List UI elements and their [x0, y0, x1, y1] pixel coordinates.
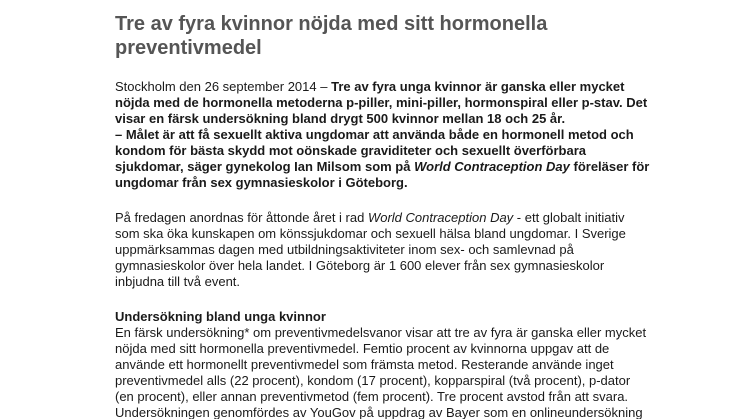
para3-line-5: (en procent), eller annan preventivmetod (fem procent). Tre procent avstod från att svara.	[115, 389, 629, 404]
para3-line-2: nöjda med sitt hormonella preventivmedel. Femtio procent av kvinnorna uppgav att de	[115, 341, 610, 356]
para2-line-1	[115, 210, 624, 226]
para2-line-4: gymnasieskolor över hela landet. I Göteborg är 1 600 elever från sex gymnasieskolor	[115, 258, 605, 273]
para2-line-1-end: - ett globalt initiativ	[513, 210, 625, 225]
title-line-2: preventivmedel	[115, 37, 262, 59]
lead-event-name: World Contraception Day	[414, 159, 570, 174]
lead-line-6-end: föreläser för	[569, 159, 650, 174]
para2-event-name: World Contraception Day	[367, 210, 514, 225]
lead-line-6	[115, 159, 649, 175]
lead-line-3: visar en färsk undersökning bland drygt 500 kvinnor mellan 18 och 25 år.	[115, 111, 566, 126]
para3-line-1: En färsk undersökning* om preventivmedelsvanor visar att tre av fyra är ganska eller mycket	[115, 325, 647, 340]
lead-line-5: kondom för bästa skydd mot oönskade graviditeter och sexuellt överförbara	[115, 143, 587, 158]
page-title	[115, 12, 675, 60]
lead-line-4: – Målet är att få sexuellt aktiva ungdomar att använda både en hormonell metod och	[115, 127, 634, 142]
para3-line-4: preventivmedel alls (22 procent), kondom (17 procent), kopparspiral (två procent), p-dator	[115, 373, 631, 388]
para2-line-5: inbjudna till två event.	[115, 274, 241, 289]
lead-quote-attribution: sjukdomar, säger gynekolog Ian Milsom som på	[115, 159, 415, 174]
para2-line-3: uppmärksammas dagen med utbildningsaktiviteter inom sex- och samlevnad på	[115, 242, 574, 257]
lead-line-7: ungdomar från sex gymnasieskolor i Göteborg.	[115, 175, 408, 190]
para2-line-2: som ska öka kunskapen om könssjukdomar och sexuell hälsa bland ungdomar. I Sverige	[115, 226, 626, 241]
title-line-1: Tre av fyra kvinnor nöjda med sitt hormonella	[115, 13, 548, 35]
section-heading: Undersökning bland unga kvinnor	[115, 309, 326, 324]
lead-line-1	[115, 79, 624, 95]
lead-line-2: nöjda med de hormonella metoderna p-piller, mini-piller, hormonspiral eller p-stav. Det	[115, 95, 648, 110]
lead-bold-start: Tre av fyra unga kvinnor är ganska eller mycket	[331, 79, 625, 94]
para3-line-3: använde ett hormonellt preventivmedel som främsta metod. Resterande använde inget	[115, 357, 614, 372]
para2-start: På fredagen anordnas för åttonde året i rad	[115, 210, 368, 225]
para3-line-6: Undersökningen genomfördes av YouGov på uppdrag av Bayer som en onlineundersökning	[115, 405, 643, 419]
lead-dateline: Stockholm den 26 september 2014 –	[115, 79, 332, 94]
